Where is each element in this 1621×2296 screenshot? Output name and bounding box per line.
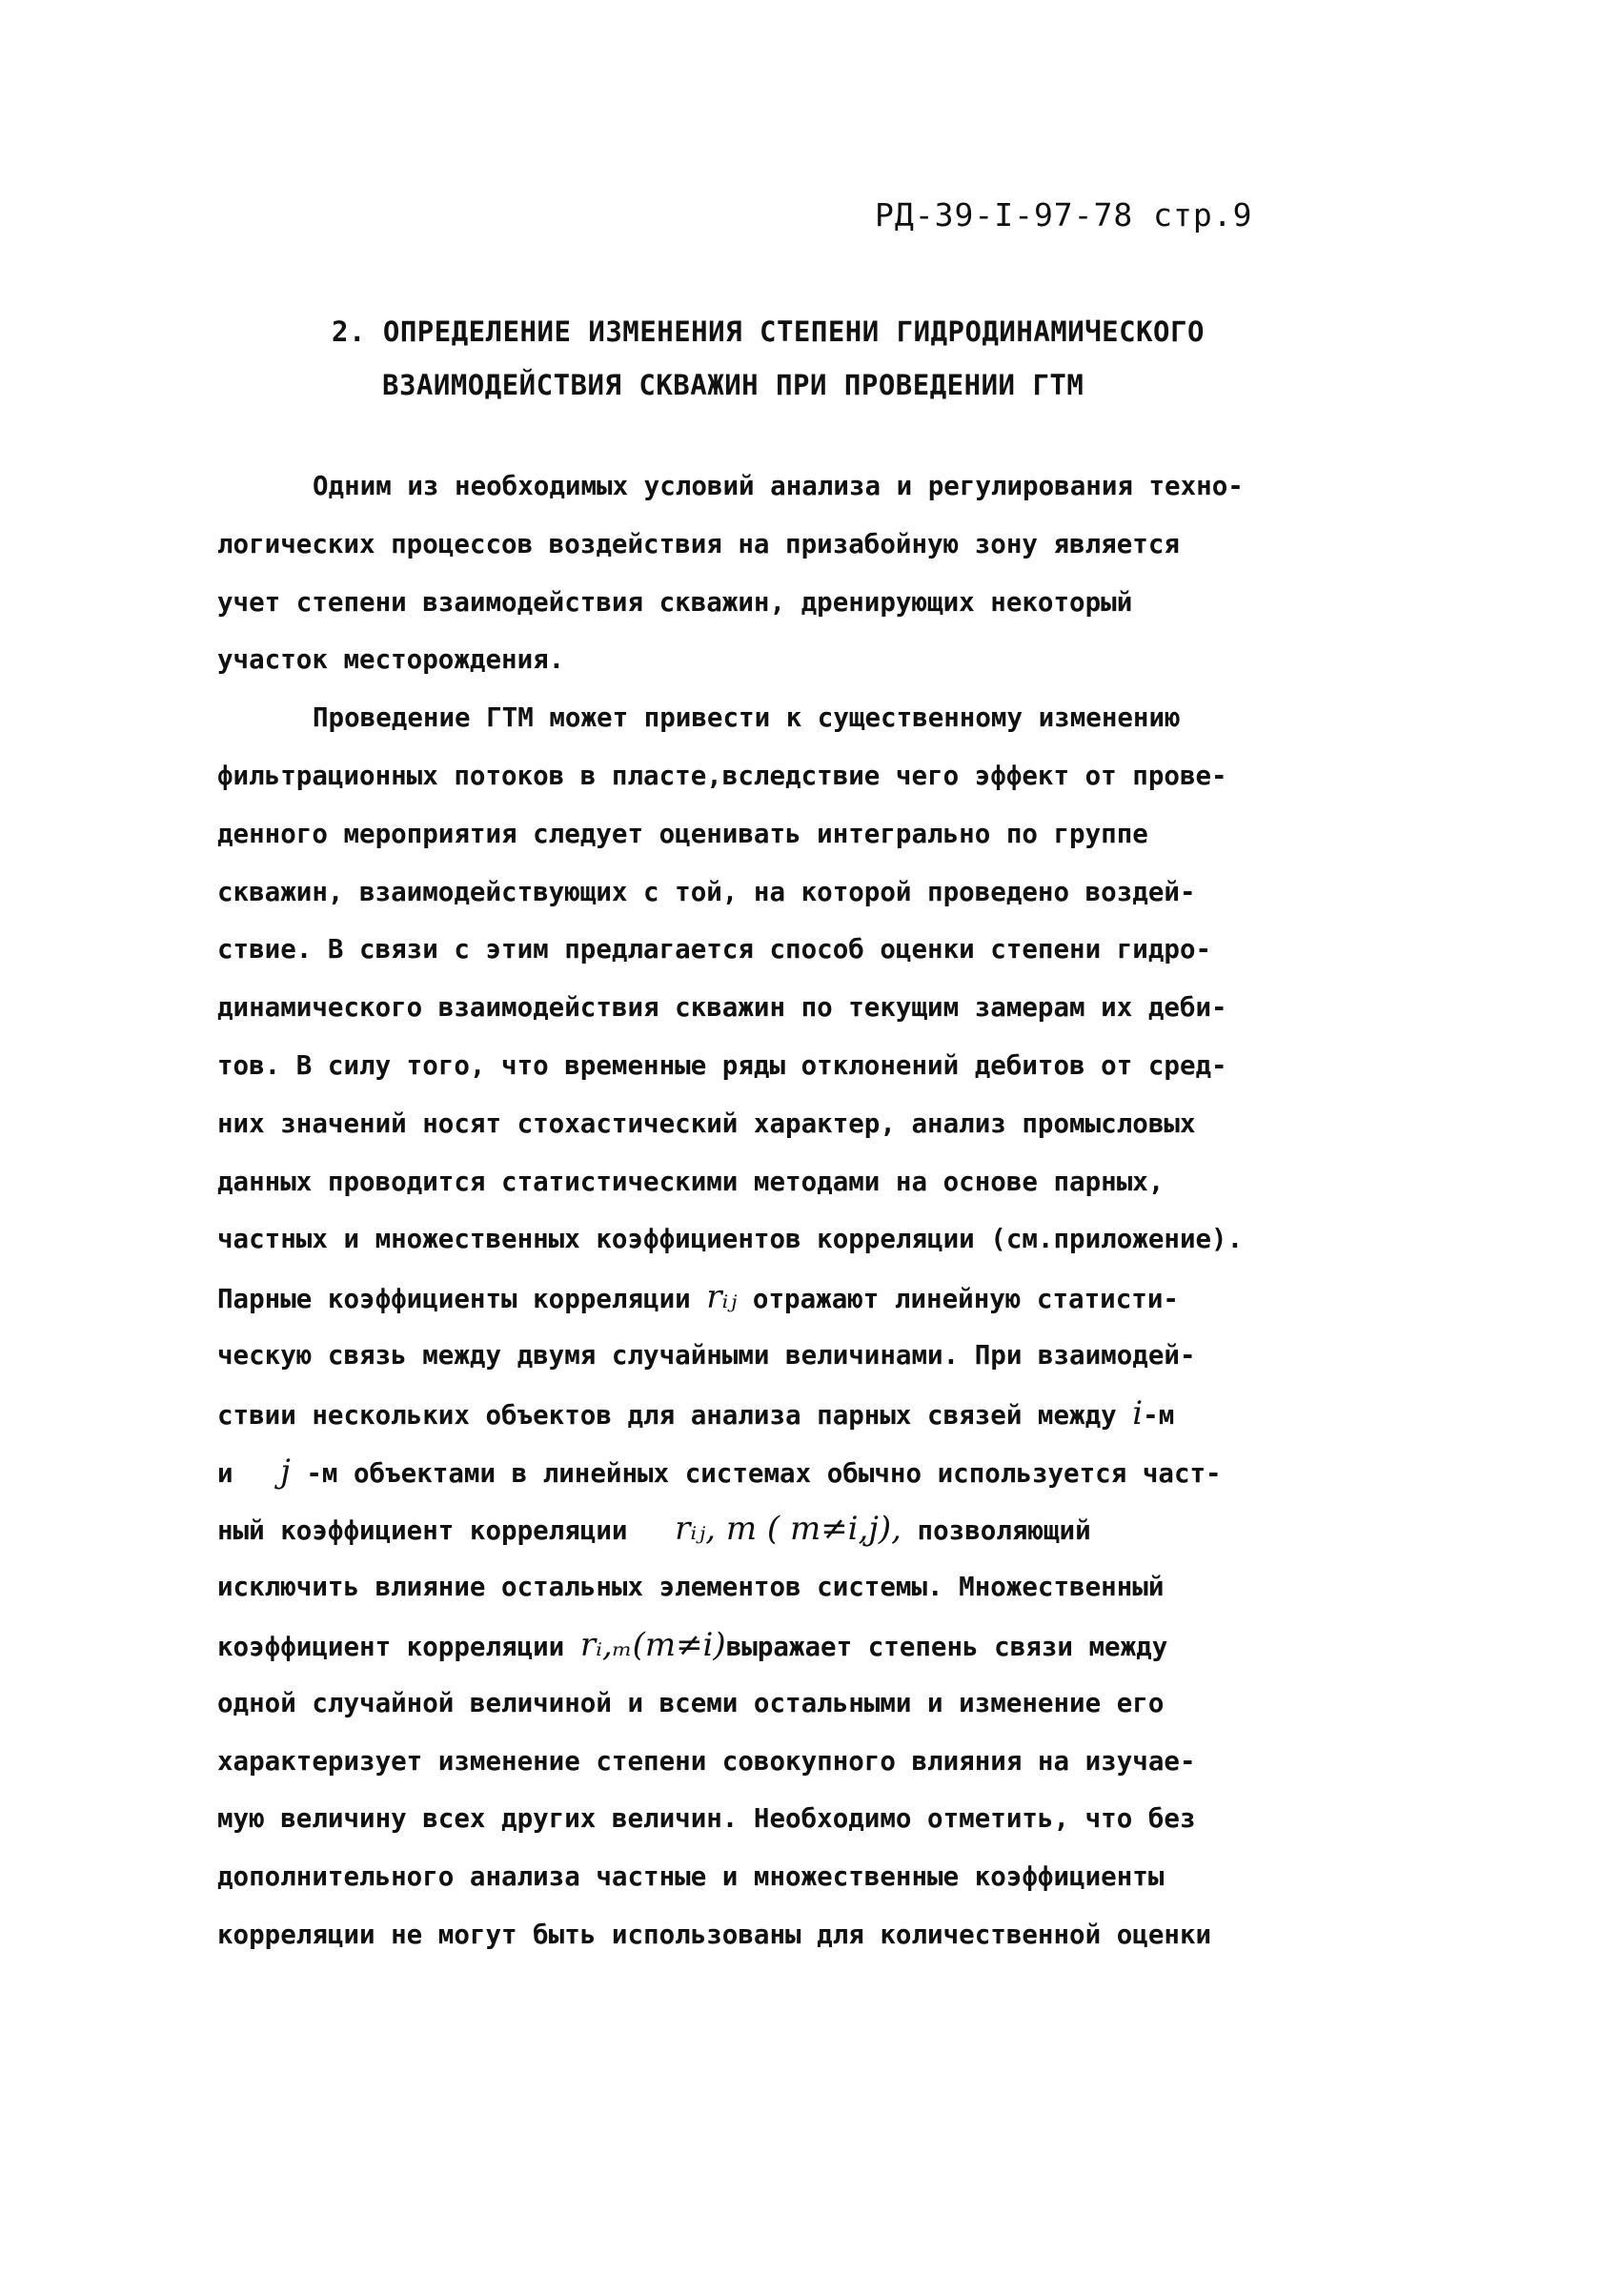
- formula-pair-correlation: rᵢⱼ: [706, 1278, 738, 1317]
- text-line: логических процессов воздействия на призабойную зону является: [217, 528, 1180, 559]
- text-segment: коэффициент корреляции: [217, 1631, 565, 1662]
- text-line-with-formula: [217, 1500, 1447, 1558]
- text-segment: -м объектами в линейных системах обычно используется част-: [306, 1457, 1222, 1489]
- text-line: дополнительного анализа частные и множественные коэффициенты: [217, 1861, 1165, 1893]
- body-text: [217, 457, 1447, 1964]
- text-line: данных проводится статистическими методами на основе парных,: [217, 1166, 1165, 1197]
- text-line-with-formula: [217, 1385, 1447, 1443]
- section-title: [332, 305, 1205, 412]
- page-header: РД-39-I-97-78 стр.9: [875, 196, 1253, 234]
- text-line: них значений носят стохастический характер, анализ промысловых: [217, 1107, 1196, 1139]
- section-title-line-2: ВЗАИМОДЕЙСТВИЯ СКВАЖИН ПРИ ПРОВЕДЕНИИ ГТМ: [382, 369, 1084, 401]
- formula-index-i: i: [1132, 1393, 1144, 1432]
- text-line: ствие. В связи с этим предлагается способ оценки степени гидро-: [217, 934, 1212, 965]
- text-segment: -м: [1143, 1399, 1175, 1431]
- text-line: ческую связь между двумя случайными величинами. При взаимодей-: [217, 1339, 1196, 1371]
- text-line: фильтрационных потоков в пласте,вследствие чего эффект от прове-: [217, 760, 1227, 791]
- text-segment: позволяющий: [917, 1515, 1091, 1547]
- text-line: тов. В силу того, что временные ряды отклонений дебитов от сред-: [217, 1049, 1227, 1081]
- text-line: частных и множественных коэффициентов корреляции (см.приложение).: [217, 1224, 1244, 1255]
- text-line: исключить влияние остальных элементов системы. Множественный: [217, 1572, 1165, 1603]
- text-line: денного мероприятия следует оценивать интегрально по группе: [217, 818, 1148, 849]
- text-line: учет степени взаимодействия скважин, дренирующих некоторый: [217, 586, 1133, 618]
- formula-multiple-correlation: rᵢ,ₘ(m≠i): [579, 1625, 726, 1664]
- text-line: одной случайной величиной и всеми остальными и изменение его: [217, 1687, 1165, 1718]
- text-segment: выражает степень связи между: [725, 1631, 1168, 1662]
- text-line: Одним из необходимых условий анализа и регулирования техно-: [313, 471, 1244, 501]
- text-line: участок месторождения.: [217, 644, 565, 676]
- text-segment: ствии нескольких объектов для анализа парных связей между: [217, 1399, 1117, 1431]
- formula-partial-correlation: rᵢⱼ, m ( m≠i,j),: [675, 1510, 902, 1549]
- section-title-line-1: 2. ОПРЕДЕЛЕНИЕ ИЗМЕНЕНИЯ СТЕПЕНИ ГИДРОДИНАМИЧЕСКОГО: [332, 315, 1205, 348]
- text-line: корреляции не могут быть использованы для количественной оценки: [217, 1919, 1212, 1950]
- text-line: динамического взаимодействия скважин по текущим замерам их деби-: [217, 992, 1227, 1024]
- text-segment: и: [217, 1457, 233, 1489]
- text-line-with-formula: [217, 1616, 1447, 1675]
- text-line: Проведение ГТМ может привести к существенному изменению: [313, 702, 1181, 734]
- text-line-with-formula: [217, 1269, 1447, 1327]
- text-line: мую величину всех других величин. Необходимо отметить, что без: [217, 1803, 1196, 1835]
- text-line-with-formula: [217, 1443, 1447, 1501]
- text-line: скважин, взаимодействующих с той, на которой проведено воздей-: [217, 876, 1196, 907]
- formula-index-j: j: [280, 1452, 291, 1491]
- text-segment: Парные коэффициенты корреляции: [217, 1284, 691, 1315]
- text-segment: отражают линейную статисти-: [752, 1284, 1179, 1315]
- text-segment: ный коэффициент корреляции: [217, 1515, 628, 1547]
- text-line: характеризует изменение степени совокупного влияния на изучае-: [217, 1745, 1196, 1777]
